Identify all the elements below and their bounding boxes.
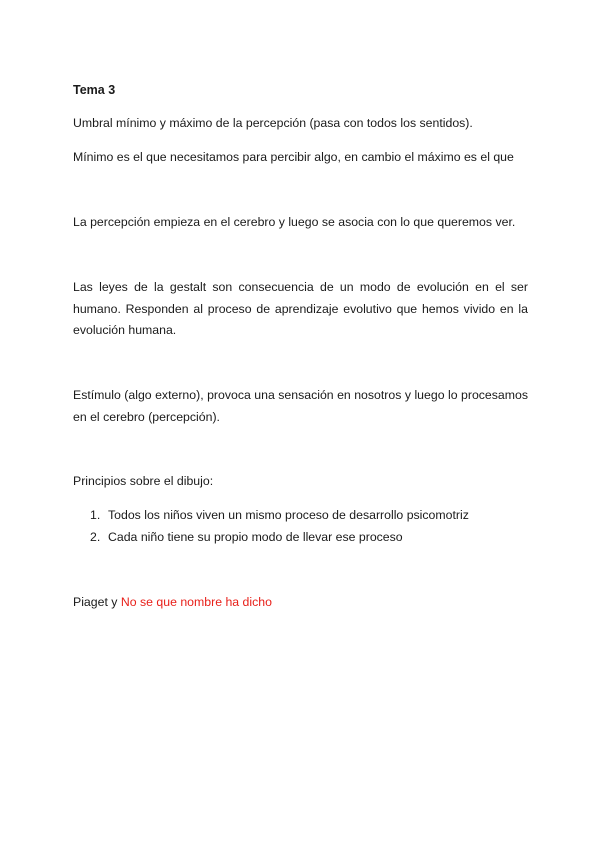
paragraph-estimulo: Estímulo (algo externo), provoca una sensación en nosotros y luego lo procesamos en el cerebro (percepción). xyxy=(73,388,528,424)
list-item-text: Cada niño tiene su propio modo de llevar ese proceso xyxy=(108,529,403,544)
paragraph-piaget xyxy=(73,592,272,613)
highlighted-note: No se que nombre ha dicho xyxy=(120,595,272,609)
list-item-text: Todos los niños viven un mismo proceso de desarrollo psicomotriz xyxy=(108,508,469,522)
paragraph-minimo: Mínimo es el que necesitamos para percibir algo, en cambio el máximo es el que xyxy=(73,150,514,164)
paragraph-principios: Principios sobre el dibujo: xyxy=(73,474,214,488)
piaget-text: Piaget y xyxy=(73,595,118,609)
paragraph-percepcion: La percepción empieza en el cerebro y luego se asocia con lo que queremos ver. xyxy=(73,215,516,229)
paragraph-gestalt: Las leyes de la gestalt son consecuencia de un modo de evolución en el ser humano. Responden al proceso de aprendizaje evolutivo que hemos vivido en la evolución humana. xyxy=(73,280,528,337)
list-item-number: 1. xyxy=(90,508,101,522)
principles-list xyxy=(90,505,469,548)
list-item xyxy=(90,527,469,549)
list-item xyxy=(90,505,469,527)
list-item-number: 2. xyxy=(90,529,101,544)
paragraph-umbral: Umbral mínimo y máximo de la percepción (pasa con todos los sentidos). xyxy=(73,116,473,130)
document-title: Tema 3 xyxy=(73,83,116,97)
